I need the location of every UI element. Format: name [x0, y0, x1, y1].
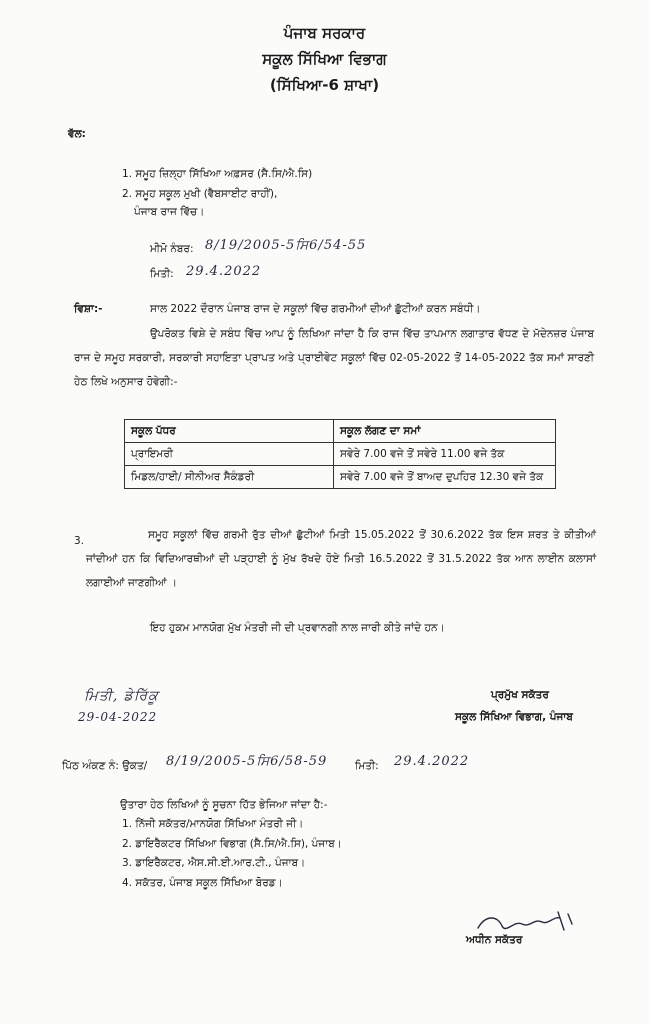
table-header-time: ਸਕੂਲ ਲੱਗਣ ਦਾ ਸਮਾਂ	[334, 420, 556, 443]
principal-secretary-title: ਪ੍ਰਮੁੱਖ ਸਕੱਤਰ	[491, 689, 549, 701]
header-government: ਪੰਜਾਬ ਸਰਕਾਰ	[283, 24, 366, 42]
approval-text: ਇਹ ਹੁਕਮ ਮਾਨਯੋਗ ਮੁੱਖ ਮੰਤਰੀ ਜੀ ਦੀ ਪ੍ਰਵਾਨਗੀ ਨਾਲ ਜਾਰੀ ਕੀਤੇ ਜਾਂਦੇ ਹਨ।	[150, 622, 445, 634]
header-branch: (ਸਿੱਖਿਆ-6 ਸ਼ਾਖਾ)	[269, 76, 380, 94]
table-cell-level: ਮਿਡਲ/ਹਾਈ/ ਸੀਨੀਅਰ ਸੈਕੰਡਰੀ	[125, 466, 334, 489]
endorsement-date-value: 29.4.2022	[394, 754, 470, 769]
principal-secretary-dept: ਸਕੂਲ ਸਿੱਖਿਆ ਵਿਭਾਗ, ਪੰਜਾਬ	[455, 711, 573, 723]
subject-text: ਸਾਲ 2022 ਦੌਰਾਨ ਪੰਜਾਬ ਰਾਜ ਦੇ ਸਕੂਲਾਂ ਵਿੱਚ ਗਰਮੀਆਂ ਦੀਆਂ ਛੁੱਟੀਆਂ ਕਰਨ ਸਬੰਧੀ।	[150, 303, 481, 315]
endorsement-item-4: 4. ਸਕੱਤਰ, ਪੰਜਾਬ ਸਕੂਲ ਸਿੱਖਿਆ ਬੋਰਡ।	[122, 877, 283, 889]
table-row	[125, 443, 556, 466]
left-signature-date: 29-04-2022	[78, 710, 158, 724]
endorsement-number-value: 8/19/2005-5ਸਿ6/58-59	[166, 754, 328, 769]
table-cell-time: ਸਵੇਰੇ 7.00 ਵਜੇ ਤੋਂ ਬਾਅਦ ਦੁਪਹਿਰ 12.30 ਵਜੇ ਤੱਕ	[334, 466, 556, 489]
table-header-level: ਸਕੂਲ ਪੱਧਰ	[125, 420, 334, 443]
under-secretary-title: ਅਧੀਨ ਸਕੱਤਰ	[466, 934, 523, 946]
table-header-row	[125, 420, 556, 443]
table-cell-level: ਪ੍ਰਾਇਮਰੀ	[125, 443, 334, 466]
table-row	[125, 466, 556, 489]
left-signature-name: ਮਿਤੀ, ਡੇਰਿੱਕੂ	[84, 688, 159, 704]
recipient-2: 2. ਸਮੂਹ ਸਕੂਲ ਮੁਖੀ (ਵੈਬਸਾਈਟ ਰਾਹੀਂ),	[122, 188, 278, 200]
endorsement-date-label: ਮਿਤੀ:	[355, 760, 379, 772]
memo-number-label: ਮੀਮੋ ਨੰਬਰ:	[150, 243, 194, 255]
endorsement-item-3: 3. ਡਾਇਰੈਕਟਰ, ਐਸ.ਸੀ.ਈ.ਆਰ.ਟੀ., ਪੰਜਾਬ।	[122, 857, 306, 869]
endorsement-label: ਪਿੱਠ ਅੰਕਣ ਨੰ: ਉਕਤ/	[62, 760, 148, 772]
memo-date-label: ਮਿਤੀ:	[150, 268, 174, 280]
paragraph-3-number: 3.	[74, 535, 85, 547]
timing-table	[124, 419, 556, 489]
header-department: ਸਕੂਲ ਸਿੱਖਿਆ ਵਿਭਾਗ	[262, 50, 387, 68]
recipient-1: 1. ਸਮੂਹ ਜ਼ਿਲ੍ਹਾ ਸਿੱਖਿਆ ਅਫ਼ਸਰ (ਸੈ.ਸਿ/ਐ.ਸਿ)	[122, 168, 313, 180]
endorsement-intro: ਉਤਾਰਾ ਹੇਠ ਲਿਖਿਆਂ ਨੂੰ ਸੂਚਨਾ ਹਿੱਤ ਭੇਜਿਆ ਜਾਂਦਾ ਹੈ:-	[120, 799, 328, 811]
memo-number-value: 8/19/2005-5ਸਿ6/54-55	[205, 238, 367, 253]
body-paragraph-3: ਸਮੂਹ ਸਕੂਲਾਂ ਵਿੱਚ ਗਰਮੀ ਰੁੱਤ ਦੀਆਂ ਛੁੱਟੀਆਂ ਮਿਤੀ 15.05.2022 ਤੋਂ 30.6.2022 ਤੱਕ ਇਸ ਸ਼ਰਤ ਤੇ ਕੀਤੀਆਂ ਜਾਂਦੀਆਂ ਹਨ ਕਿ ਵਿਦਿਆਰਥੀਆਂ ਦੀ ਪੜ੍ਹਾਈ ਨੂੰ ਮੁੱਖ ਰੱਖਦੇ ਹੋਏ ਮਿਤੀ 16.5.2022 ਤੋਂ 31.5.2022 ਤੱਕ ਆਨ ਲਾਈਨ ਕਲਾਸਾਂ ਲਗਾਈਆਂ ਜਾਣਗੀਆਂ ।	[86, 529, 596, 589]
endorsement-item-1: 1. ਨਿੱਜੀ ਸਕੱਤਰ/ਮਾਨਯੋਗ ਸਿੱਖਿਆ ਮੰਤਰੀ ਜੀ।	[122, 818, 304, 830]
memo-date-value: 29.4.2022	[186, 264, 262, 279]
recipient-3: ਪੰਜਾਬ ਰਾਜ ਵਿੱਚ।	[134, 206, 205, 218]
to-label: ਵੱਲ:	[68, 128, 86, 140]
endorsement-item-2: 2. ਡਾਇਰੈਕਟਰ ਸਿੱਖਿਆ ਵਿਭਾਗ (ਸੈ.ਸਿ/ਐ.ਸਿ), ਪੰਜਾਬ।	[122, 838, 342, 850]
subject-label: ਵਿਸ਼ਾ:-	[74, 303, 103, 315]
table-cell-time: ਸਵੇਰੇ 7.00 ਵਜੇ ਤੋਂ ਸਵੇਰੇ 11.00 ਵਜੇ ਤੱਕ	[334, 443, 556, 466]
body-paragraph-1: ਉਪਰੋਕਤ ਵਿਸ਼ੇ ਦੇ ਸਬੰਧ ਵਿੱਚ ਆਪ ਨੂੰ ਲਿਖਿਆ ਜਾਂਦਾ ਹੈ ਕਿ ਰਾਜ ਵਿੱਚ ਤਾਪਮਾਨ ਲਗਾਤਾਰ ਵੱਧਣ ਦੇ ਮੱਦੇਨਜ਼ਰ ਪੰਜਾਬ ਰਾਜ ਦੇ ਸਮੂਹ ਸਰਕਾਰੀ, ਸਰਕਾਰੀ ਸਹਾਇਤਾ ਪ੍ਰਾਪਤ ਅਤੇ ਪ੍ਰਾਈਵੇਟ ਸਕੂਲਾਂ ਵਿੱਚ 02-05-2022 ਤੋਂ 14-05-2022 ਤੱਕ ਸਮਾਂ ਸਾਰਣੀ ਹੇਠ ਲਿਖੇ ਅਨੁਸਾਰ ਹੋਵੇਗੀ:-	[74, 328, 594, 388]
